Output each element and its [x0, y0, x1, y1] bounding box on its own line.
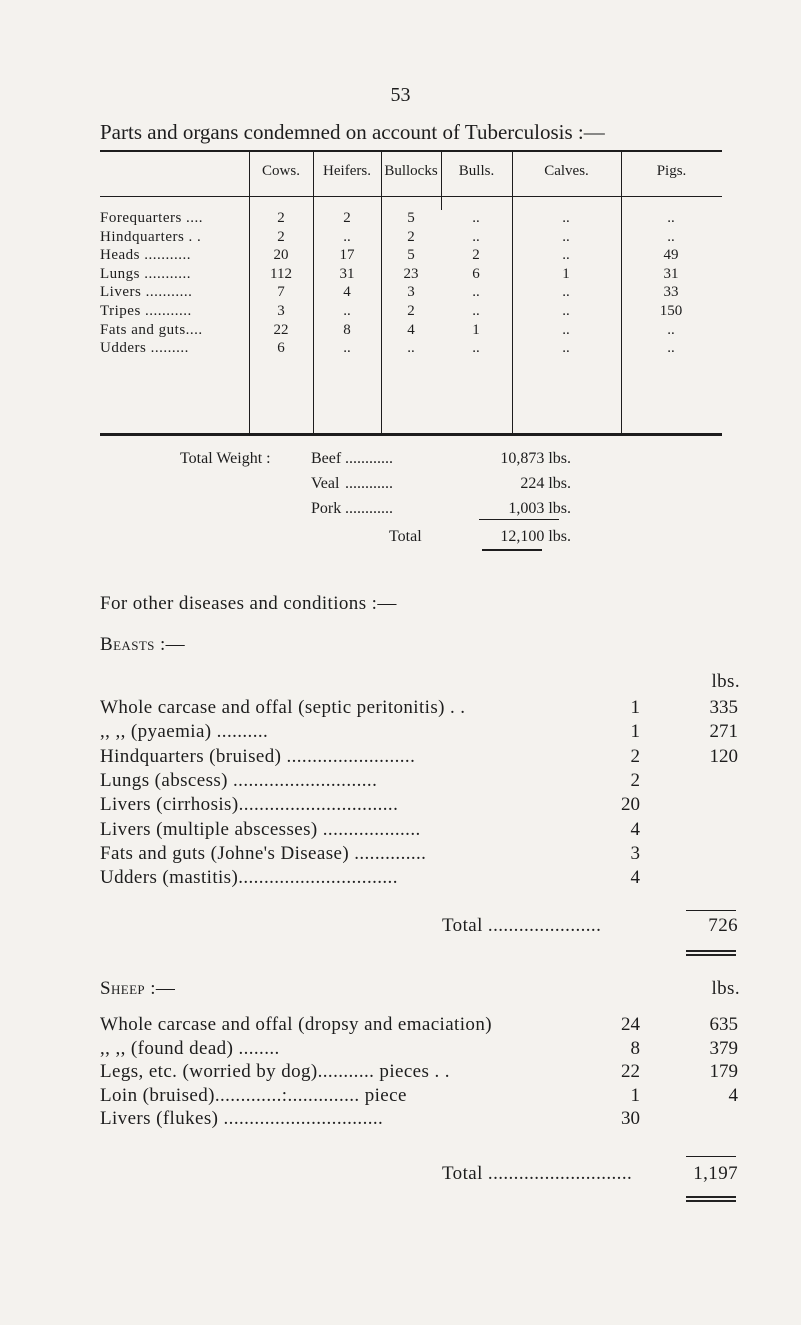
table-cell: ..	[407, 340, 415, 357]
list-item-count: 1	[630, 697, 640, 718]
table-cell: ..	[343, 340, 351, 357]
table-row-label: Forequarters ....	[100, 210, 204, 226]
list-item-label: Whole carcase and offal (septic peritonitis) . .	[100, 697, 466, 718]
list-item-lbs: 335	[709, 697, 738, 718]
table-row-label: Udders .........	[100, 340, 189, 357]
column-divider	[249, 150, 250, 434]
table-header-rule	[100, 196, 722, 197]
table-cell: ..	[562, 303, 570, 319]
list-item-label: Lungs (abscess) ............................	[100, 769, 378, 791]
column-header-bullocks: Bullocks	[384, 163, 438, 179]
sum-rule	[479, 519, 559, 520]
sheep-heading: Sheep :—	[100, 978, 176, 999]
list-item-label: Whole carcase and offal (dropsy and emaciation)	[100, 1014, 492, 1035]
beasts-heading: Beasts :—	[100, 634, 186, 655]
total-weight-label: Total Weight :	[180, 450, 271, 467]
weight-value: 10,873 lbs.	[500, 450, 571, 467]
table-cell: ..	[562, 340, 570, 357]
list-item-lbs: 271	[709, 721, 738, 743]
list-item-lbs: 120	[709, 745, 738, 767]
table-cell: 3	[407, 284, 415, 301]
table-cell: ..	[472, 340, 480, 357]
list-item-count: 30	[621, 1108, 640, 1130]
list-item-count: 2	[630, 745, 640, 767]
table-cell: 6	[277, 340, 285, 357]
table-cell: 1	[472, 321, 480, 338]
column-header-heifers: Heifers.	[323, 163, 371, 179]
table-cell: ..	[562, 228, 570, 245]
table-cell: 2	[407, 303, 415, 319]
column-divider	[313, 150, 314, 434]
table-cell: 1	[562, 265, 570, 282]
table-cell: 112	[270, 265, 292, 282]
table-cell: 2	[277, 210, 285, 226]
list-item-lbs: 4	[728, 1084, 738, 1106]
column-header-cows: Cows.	[262, 163, 300, 179]
table-cell: 31	[663, 265, 679, 282]
list-item-count: 20	[621, 794, 640, 816]
sum-rule	[686, 1156, 736, 1157]
table-cell: 17	[339, 247, 355, 264]
column-header-pigs: Pigs.	[656, 163, 687, 179]
weight-dots: ............	[345, 475, 393, 492]
table-cell: ..	[667, 340, 675, 357]
double-rule	[686, 1196, 736, 1202]
table-row-label: Lungs ...........	[100, 265, 191, 282]
table-cell: ..	[562, 247, 570, 264]
list-item-lbs: 179	[709, 1061, 738, 1083]
table-cell: 20	[273, 247, 289, 264]
short-rule	[482, 549, 542, 551]
table-cell: ..	[667, 228, 675, 245]
table-row-label: Hindquarters . .	[100, 228, 202, 245]
table-cell: ..	[472, 284, 480, 301]
sum-rule	[686, 910, 736, 911]
weight-total-value: 12,100 lbs.	[500, 528, 571, 545]
table-cell: 22	[273, 321, 289, 338]
weight-dots: ............	[345, 500, 393, 517]
list-item-count: 4	[630, 818, 640, 840]
table-cell: 23	[403, 265, 419, 282]
table-cell: 31	[339, 265, 355, 282]
table-cell: 7	[277, 284, 285, 301]
list-item-label: Hindquarters (bruised) .........................	[100, 745, 416, 767]
weight-value: 1,003 lbs.	[508, 500, 571, 517]
beasts-total-label: Total ......................	[442, 915, 602, 936]
table-cell: ..	[343, 228, 351, 245]
list-item-count: 1	[630, 721, 640, 743]
beasts-unit: lbs.	[711, 671, 740, 692]
table-cell: 6	[472, 265, 480, 282]
column-divider	[512, 150, 513, 434]
weight-total-label: Total	[389, 528, 422, 545]
sheep-unit: lbs.	[711, 978, 740, 999]
table-cell: ..	[667, 321, 675, 338]
table-cell: 2	[277, 228, 285, 245]
table-cell: ..	[472, 303, 480, 319]
list-item-lbs: 379	[709, 1037, 738, 1059]
list-item-label: Fats and guts (Johne's Disease) ..............	[100, 842, 427, 864]
table-cell: ..	[472, 210, 480, 226]
list-item-count: 3	[630, 842, 640, 864]
table-cell: 150	[659, 303, 683, 319]
tuberculosis-heading: Parts and organs condemned on account of Tuberculosis :—	[100, 120, 605, 144]
double-rule	[686, 950, 736, 956]
table-bottom-rule	[100, 433, 722, 436]
list-item-label: Livers (cirrhosis)...............................	[100, 794, 399, 816]
list-item-label: ,, ,, (found dead) ........	[100, 1037, 280, 1059]
table-cell: 4	[407, 321, 415, 338]
table-row-label: Livers ...........	[100, 284, 193, 301]
table-cell: 3	[277, 303, 285, 319]
weight-name: Beef	[311, 450, 342, 467]
list-item-label: ,, ,, (pyaemia) ..........	[100, 721, 269, 743]
list-item-lbs: 635	[709, 1014, 738, 1035]
list-item-count: 8	[630, 1037, 640, 1059]
weight-name: Veal	[311, 475, 340, 492]
sheep-total-value: 1,197	[693, 1163, 738, 1184]
column-divider	[621, 150, 622, 434]
list-item-count: 22	[621, 1061, 640, 1083]
other-diseases-heading: For other diseases and conditions :—	[100, 593, 397, 614]
weight-name: Pork	[311, 500, 342, 517]
table-row-label: Tripes ...........	[100, 303, 192, 319]
table-cell: 2	[343, 210, 351, 226]
table-cell: 4	[343, 284, 351, 301]
table-cell: 33	[663, 284, 679, 301]
list-item-count: 24	[621, 1014, 640, 1035]
table-cell: ..	[667, 210, 675, 226]
sheep-total-label: Total ............................	[442, 1163, 633, 1184]
table-cell: 2	[407, 228, 415, 245]
weight-dots: ............	[345, 450, 393, 467]
table-cell: 2	[472, 247, 480, 264]
table-row-label: Fats and guts....	[100, 321, 203, 338]
list-item-label: Udders (mastitis)...............................	[100, 867, 398, 889]
list-item-label: Loin (bruised).............:.............. piece	[100, 1084, 407, 1106]
weight-value: 224 lbs.	[520, 475, 571, 492]
table-cell: ..	[472, 228, 480, 245]
table-top-rule	[100, 150, 722, 152]
table-cell: ..	[562, 284, 570, 301]
list-item-label: Legs, etc. (worried by dog)........... pieces . .	[100, 1061, 450, 1083]
table-cell: ..	[343, 303, 351, 319]
table-cell: ..	[562, 321, 570, 338]
column-header-calves: Calves.	[544, 163, 589, 179]
column-divider	[441, 150, 442, 210]
page-number: 53	[390, 84, 411, 106]
list-item-count: 1	[630, 1084, 640, 1106]
table-row-label: Heads ...........	[100, 247, 191, 264]
column-header-bulls: Bulls.	[458, 163, 495, 179]
table-cell: ..	[562, 210, 570, 226]
list-item-count: 4	[630, 867, 640, 889]
table-cell: 5	[407, 210, 415, 226]
list-item-count: 2	[630, 769, 640, 791]
beasts-total-value: 726	[708, 915, 738, 936]
table-cell: 49	[663, 247, 679, 264]
list-item-label: Livers (multiple abscesses) ...................	[100, 818, 421, 840]
table-cell: 8	[343, 321, 351, 338]
list-item-label: Livers (flukes) ...............................	[100, 1108, 384, 1130]
table-cell: 5	[407, 247, 415, 264]
